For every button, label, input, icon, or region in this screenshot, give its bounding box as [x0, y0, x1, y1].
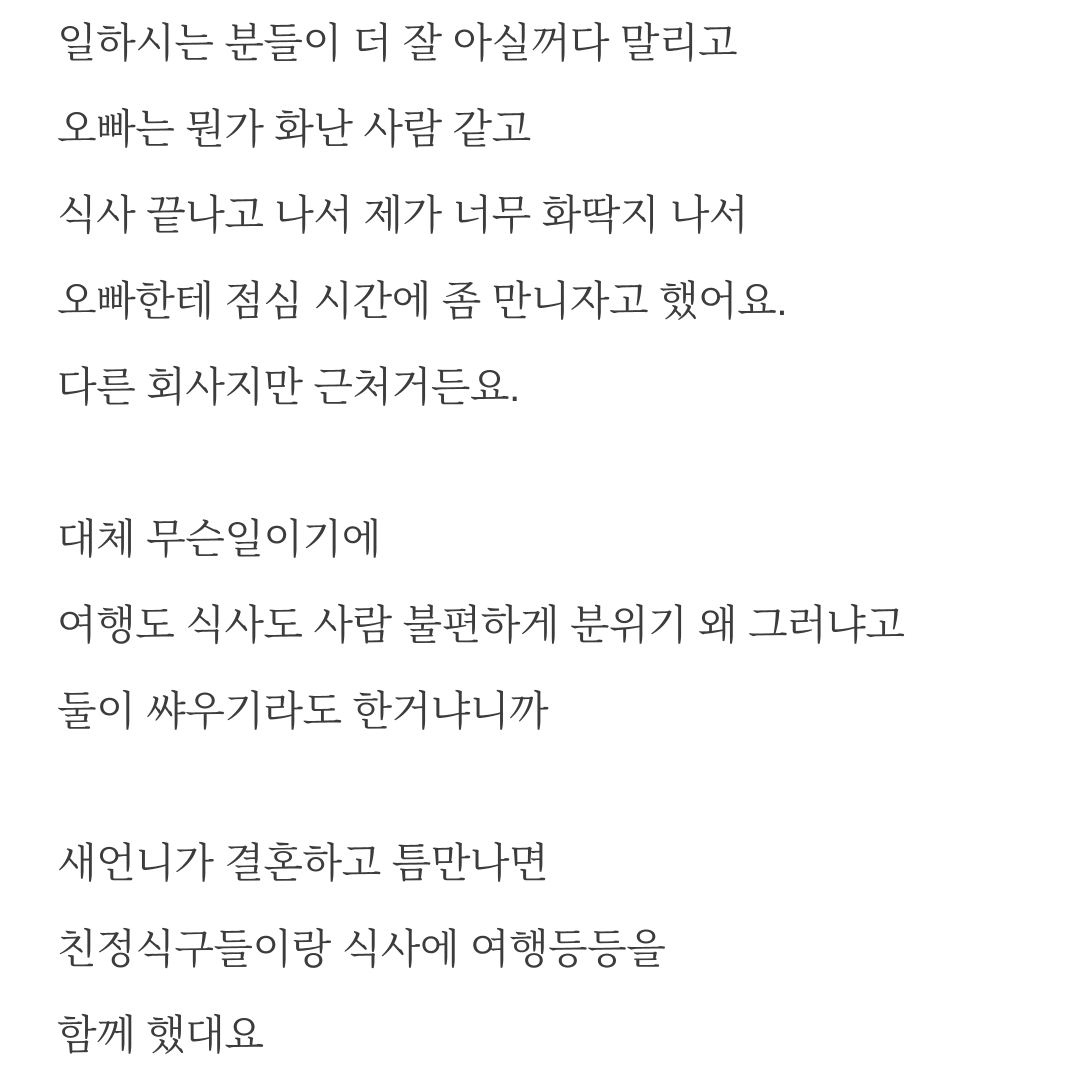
text-line: 함께 했대요 — [57, 1012, 264, 1058]
text-line: 친정식구들이랑 식사에 여행등등을 — [57, 926, 666, 972]
text-line: 대체 무슨일이기에 — [57, 516, 381, 562]
paragraph-3 — [57, 820, 1040, 1078]
text-line: 일하시는 분들이 더 잘 아실꺼다 말리고 — [57, 20, 738, 66]
text-line: 새언니가 결혼하고 틈만나면 — [57, 840, 549, 886]
paragraph-1 — [57, 0, 1040, 430]
text-line: 식사 끝나고 나서 제가 너무 화딱지 나서 — [57, 192, 749, 238]
text-line: 다른 회사지만 근처거든요. — [57, 364, 520, 410]
paragraph-2 — [57, 496, 1040, 754]
text-line: 오빠는 뭔가 화난 사람 같고 — [57, 106, 531, 152]
text-line: 여행도 식사도 사람 불편하게 분위기 왜 그러냐고 — [57, 602, 905, 648]
text-line: 둘이 쌰우기라도 한거냐니까 — [57, 688, 549, 734]
text-line: 오빠한테 점심 시간에 좀 만니자고 했어요. — [57, 278, 788, 324]
